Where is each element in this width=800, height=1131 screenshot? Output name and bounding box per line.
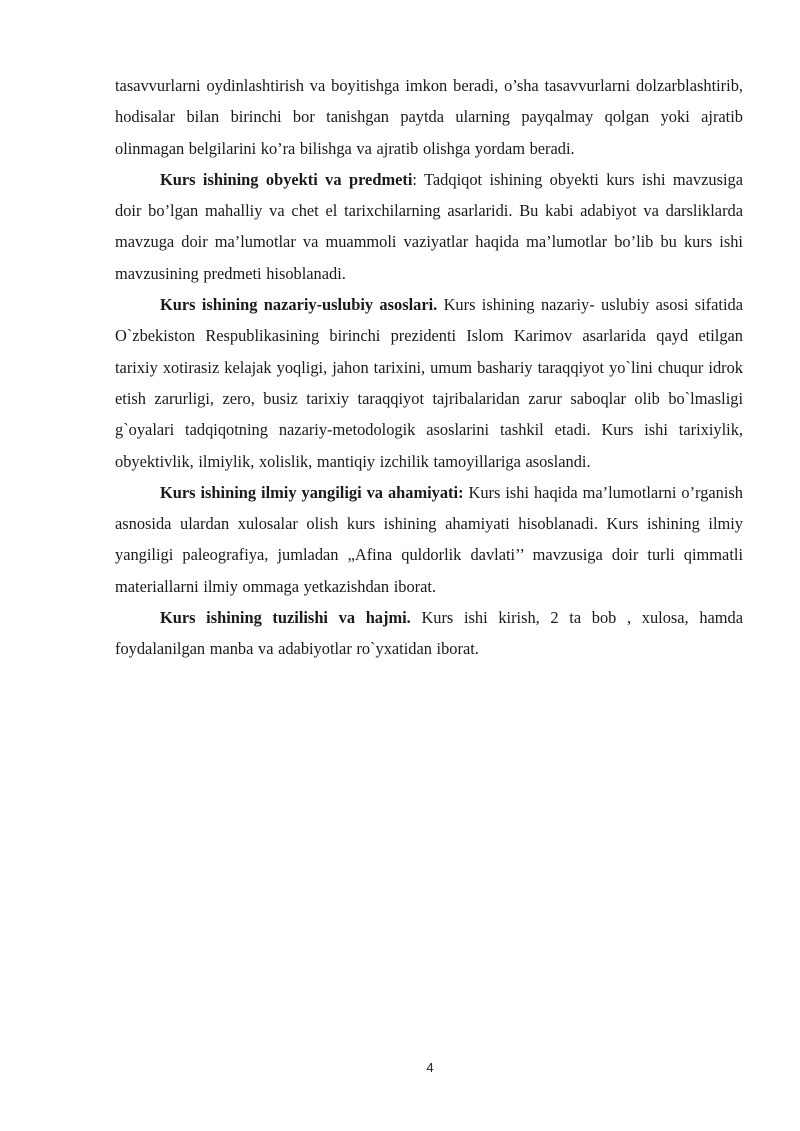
page-number: 4 xyxy=(426,1060,434,1075)
paragraph-text: Kurs ishi kirish, 2 ta bob , xulosa, hamda foydalanilgan manba va adabiyotlar ro`yxatidan iborat. xyxy=(115,608,744,659)
paragraph-scientific-novelty xyxy=(115,477,743,602)
paragraph-structure-volume xyxy=(115,602,743,665)
paragraph-theoretical-basis xyxy=(115,289,743,477)
paragraph-object-subject xyxy=(115,164,743,289)
paragraph-text: Kurs ishi haqida ma’lumotlarni o’rganish asnosida ulardan xulosalar olish kurs ishining ahamiyati hisoblanadi. Kurs ishining ilmiy yangiligi paleografiya, jumladan „Afina quldorlik davlati’’ mavzusiga doir turli qimmatli materiallarni ilmiy ommaga yetkazishdan iborat. xyxy=(115,482,743,596)
page-body xyxy=(115,70,743,665)
paragraph-text: : Tadqiqot ishining obyekti kurs ishi mavzusiga doir bo’lgan mahalliy va chet el tarixchilarning asarlaridi. Bu kabi adabiyot va darsliklarda mavzuga doir ma’lumotlar va muammoli vaziyatlar haqida ma’lumotlar bo’lib bu kurs ishi mavzusining predmeti hisoblanadi. xyxy=(115,169,743,283)
paragraph-text: Kurs ishining nazariy- uslubiy asosi sifatida O`zbekiston Respublikasining birinchi prezidenti Islom Karimov asarlarida qayd etilgan tarixiy xotirasiz kelajak yoqligi, jahon tarixini, umum bashariy taraqqiyot yo`lini chuqur idrok etish zarurligi, zero, busiz tarixiy taraqqiyot tajribalaridan zarur saboqlar olib bo`lmasligi g`oyalari tadqiqotning nazariy-metodologik asoslarini tashkil etadi. Kurs ishi tarixiylik, obyektivlik, ilmiylik, xolislik, mantiqiy izchilik tamoyillariga asoslandi. xyxy=(115,295,743,471)
paragraph-text: tasavvurlarni oydinlashtirish va boyitishga imkon beradi, o’sha tasavvurlarni dolzarblashtirib, hodisalar bilan birinchi bor tanishgan paytda ularning payqalmay qolgan yoki ajratib olinmagan belgilarini ko’ra bilishga va ajratib olishga yordam beradi. xyxy=(115,76,743,158)
paragraph-heading: Kurs ishining tuzilishi va hajmi. xyxy=(160,608,411,628)
paragraph-heading: Kurs ishining nazariy-uslubiy asoslari. xyxy=(160,295,438,315)
paragraph-heading: Kurs ishining ilmiy yangiligi va ahamiyati: xyxy=(160,482,464,502)
paragraph-continuation xyxy=(115,70,743,164)
paragraph-heading: Kurs ishining obyekti va predmeti xyxy=(160,169,413,189)
